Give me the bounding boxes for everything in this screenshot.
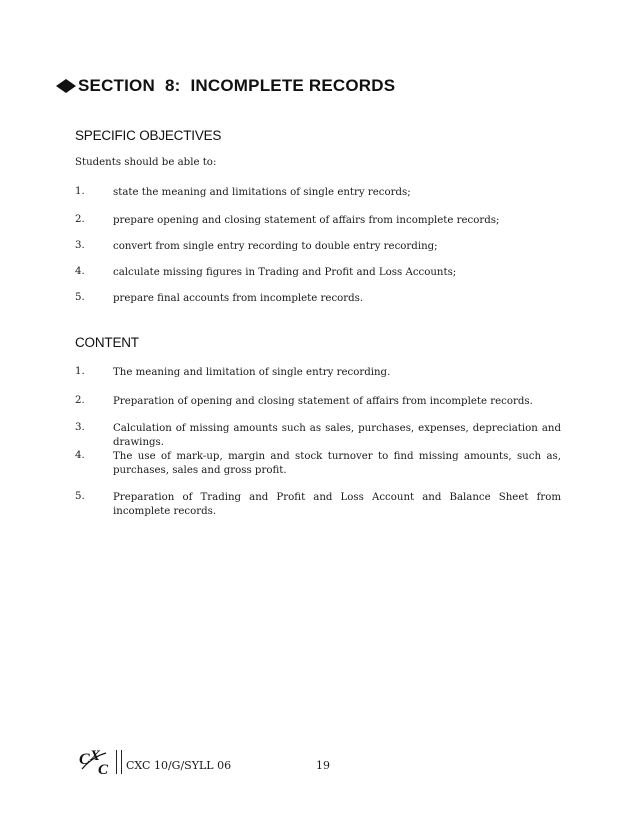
section-title: INCOMPLETE RECORDS: [190, 76, 396, 95]
content-number: 2.: [75, 395, 85, 406]
page-number: 19: [316, 759, 330, 772]
objective-text: calculate missing figures in Trading and Profit and Loss Accounts;: [113, 267, 457, 278]
diamond-bullet-icon: [56, 79, 76, 93]
content-text: Preparation of opening and closing statement of affairs from incomplete records.: [113, 396, 533, 407]
objective-number: 1.: [75, 186, 85, 197]
content-number: 1.: [75, 366, 85, 377]
footer-syllabus-code: CXC 10/G/SYLL 06: [126, 759, 232, 772]
logo-letter-c1: C: [79, 751, 90, 768]
cxc-logo: [78, 747, 114, 777]
objective-number: 2.: [75, 214, 85, 225]
objective-text: prepare final accounts from incomplete records.: [113, 293, 364, 304]
objective-text: convert from single entry recording to double entry recording;: [113, 241, 438, 252]
content-text: The meaning and limitation of single entry recording.: [113, 367, 391, 378]
objectives-intro: Students should be able to:: [75, 157, 217, 168]
footer-double-rule: [116, 750, 122, 774]
objective-text: prepare opening and closing statement of affairs from incomplete records;: [113, 215, 500, 226]
section-number: 8:: [164, 76, 181, 95]
section-heading: [56, 76, 395, 96]
content-number: 5.: [75, 491, 85, 502]
content-number: 4.: [75, 450, 85, 461]
content-text: Calculation of missing amounts such as sales, purchases, expenses, depreciation and drawings.: [113, 423, 561, 448]
content-number: 3.: [75, 422, 85, 433]
objectives-heading: SPECIFIC OBJECTIVES: [75, 128, 222, 143]
content-text: Preparation of Trading and Profit and Loss Account and Balance Sheet from incomplete records.: [113, 492, 561, 517]
section-label: SECTION: [78, 76, 155, 95]
objective-text: state the meaning and limitations of single entry records;: [113, 187, 411, 198]
objective-number: 3.: [75, 240, 85, 251]
logo-letter-c2: C: [98, 762, 109, 777]
content-text: The use of mark-up, margin and stock turnover to find missing amounts, such as, purchases, sales and gross profit.: [113, 451, 561, 476]
objective-number: 4.: [75, 266, 85, 277]
objective-number: 5.: [75, 292, 85, 303]
logo-letter-x: X: [90, 748, 101, 764]
content-heading: CONTENT: [75, 335, 139, 350]
